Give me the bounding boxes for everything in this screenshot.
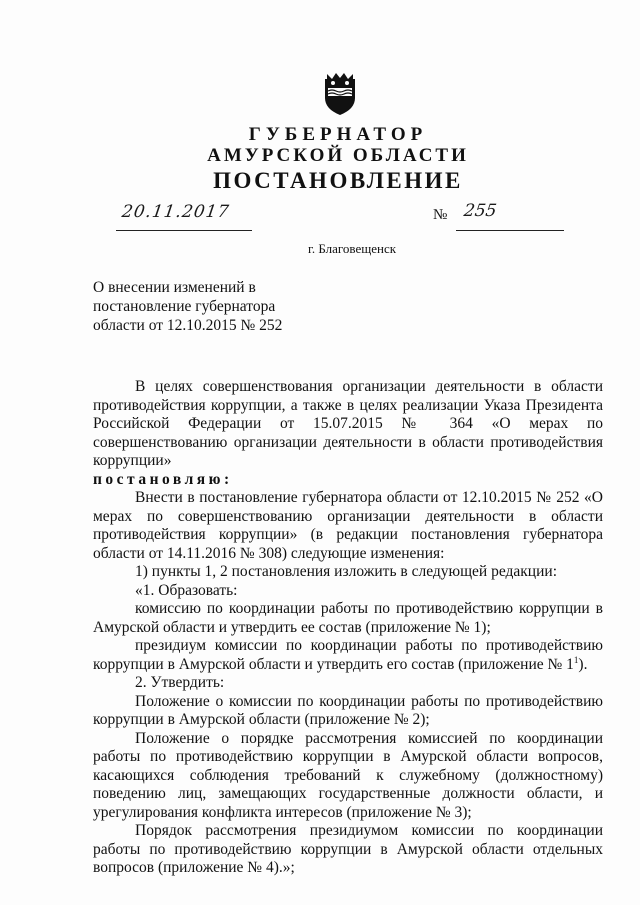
paragraph-approve: 2. Утвердить: [135,674,225,691]
paragraph-regulation-procedure: Положение о порядке рассмотрения комиссией по координации работы по противодействию коррупции в Амурской области вопросов, касающихся соблюдения требований к служебному (должностному) поведению лиц, замещающих государственные должности области, и урегулирования конфликта интересов (приложение № 3); [93,729,603,821]
subject-line: постановление губернатора [93,298,276,315]
subject-line: области от 12.10.2015 № 252 [93,317,283,334]
paragraph-preamble: В целях совершенствования организации деятельности в области противодействия коррупции, а также в целях реализации Указа Президента Российской Федерации от 15.07.2015 № 364 «О мерах по совершенствованию организации деятельности в области противодействия коррупции» [93,378,603,469]
superscript: 1 [573,654,579,665]
subject-block [93,278,282,335]
number-sign: № [433,207,448,223]
number-field [456,200,564,231]
header-region: АМУРСКОЙ ОБЛАСТИ [207,145,469,166]
paragraph-regulation-commission: Положение о комиссии по координации работы по противодействию коррупции в Амурской области (приложение № 2); [93,692,603,728]
paragraph-presidium: президиум комиссии по координации работы по противодействию коррупции в Амурской области и утвердить его состав (приложение № $1^1$). [93,637,603,673]
paragraph-item-1: 1) пункты 1, 2 постановления изложить в следующей редакции: [135,563,557,580]
amur-region-coat-of-arms-icon [321,70,359,116]
paragraph-commission: комиссию по координации работы по противодействию коррупции в Амурской области и утвердить ее состав (приложение № 1); [93,600,603,636]
decree-word: постановляю: [93,470,233,488]
paragraph-presidium-procedure: Порядок рассмотрения президиумом комиссии по координации работы по противодействию коррупции в Амурской области отдельных вопросов (приложение № 4).»; [93,822,603,876]
handwritten-number: 255 [462,201,498,221]
city: г. Благовещенск [307,241,397,256]
header-doc-type: ПОСТАНОВЛЕНИЕ [213,168,463,193]
date-field [116,200,252,231]
header-governor: ГУБЕРНАТОР [248,124,428,145]
paragraph-changes: Внести в постановление губернатора области от 12.10.2015 № 252 «О мерах по совершенствованию организации деятельности в области противодействия коррупции» (в редакции постановления губернатора области от 14.11.2016 № 308) следующие изменения: [93,489,603,562]
document-body [93,378,603,878]
subject-line: О внесении изменений в [93,279,256,296]
paragraph-form: «1. Образовать: [135,581,238,599]
handwritten-date: 20.11.2017 [120,202,231,222]
